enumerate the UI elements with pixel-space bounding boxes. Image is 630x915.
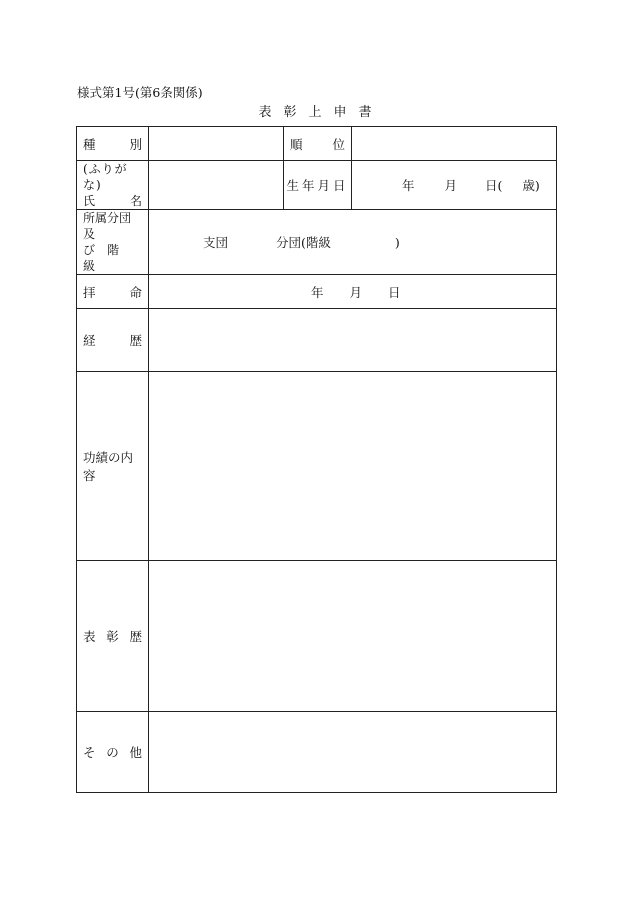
page-title: 表彰上申書 <box>258 105 384 120</box>
rank-label-2: 位 <box>332 136 345 152</box>
award-application-table <box>76 126 557 793</box>
birth-month-label: 月 <box>444 178 458 193</box>
birth-year-label: 年 <box>402 178 415 193</box>
career-label-1: 経 <box>83 333 96 348</box>
furigana-label: (ふりがな) <box>83 162 128 192</box>
name-input-cell[interactable] <box>149 161 284 210</box>
award-history-label-2: 彰 <box>106 629 119 644</box>
row-type-rank <box>77 127 557 161</box>
achievement-input-cell[interactable] <box>149 372 557 561</box>
name-label-cell <box>77 161 149 210</box>
other-input-cell[interactable] <box>149 712 557 793</box>
row-achievement <box>77 372 557 561</box>
type-label-2: 別 <box>129 136 142 152</box>
name-label-2: 名 <box>129 194 142 208</box>
name-label-1: 氏 <box>83 194 96 208</box>
appoint-day-label: 日 <box>388 284 401 300</box>
close-paren: ) <box>394 235 400 250</box>
appoint-month-label: 月 <box>349 284 363 300</box>
affiliation-input-cell[interactable] <box>149 210 557 275</box>
row-award-history <box>77 561 557 712</box>
appointment-label-2: 命 <box>129 284 142 300</box>
form-number: 様式第1号(第6条関係) <box>77 85 203 100</box>
type-input-cell[interactable] <box>149 127 284 161</box>
birth-day-label: 日( <box>485 178 503 193</box>
row-other <box>77 712 557 793</box>
birth-age-label: 歳) <box>522 178 540 193</box>
career-label-2: 歴 <box>129 333 142 348</box>
branch-label: 支団 <box>203 235 229 250</box>
career-label-cell <box>77 309 149 372</box>
award-history-input-cell[interactable] <box>149 561 557 712</box>
birthdate-input-cell[interactable] <box>352 161 557 210</box>
rank-input-cell[interactable] <box>352 127 557 161</box>
other-label-2: の <box>106 745 119 760</box>
award-history-label-1: 表 <box>83 629 96 644</box>
career-input-cell[interactable] <box>149 309 557 372</box>
row-appointment <box>77 275 557 309</box>
bunsha-rank-label: 分団(階級 <box>276 235 331 250</box>
type-label-1: 種 <box>83 136 96 152</box>
row-career <box>77 309 557 372</box>
appointment-input-cell[interactable] <box>149 275 557 309</box>
other-label-1: そ <box>83 745 96 760</box>
birthdate-label: 生年月日 <box>286 178 349 193</box>
award-history-label-3: 歴 <box>129 629 142 644</box>
appoint-year-label: 年 <box>311 284 324 300</box>
appointment-label-cell <box>77 275 149 309</box>
affiliation-label-cell <box>77 210 149 275</box>
affiliation-label-1: 所属分団及 <box>83 211 132 241</box>
affiliation-label-2: び 階 級 <box>83 243 132 273</box>
type-label-cell <box>77 127 149 161</box>
award-history-label-cell <box>77 561 149 712</box>
rank-label-1: 順 <box>290 136 303 152</box>
achievement-label: 功績の内容 <box>83 450 134 483</box>
appointment-label-1: 拝 <box>83 284 96 300</box>
achievement-label-cell <box>77 372 149 561</box>
other-label-cell <box>77 712 149 793</box>
birthdate-label-cell <box>284 161 352 210</box>
other-label-3: 他 <box>129 745 142 760</box>
row-name-birth <box>77 161 557 210</box>
row-affiliation <box>77 210 557 275</box>
rank-label-cell <box>284 127 352 161</box>
